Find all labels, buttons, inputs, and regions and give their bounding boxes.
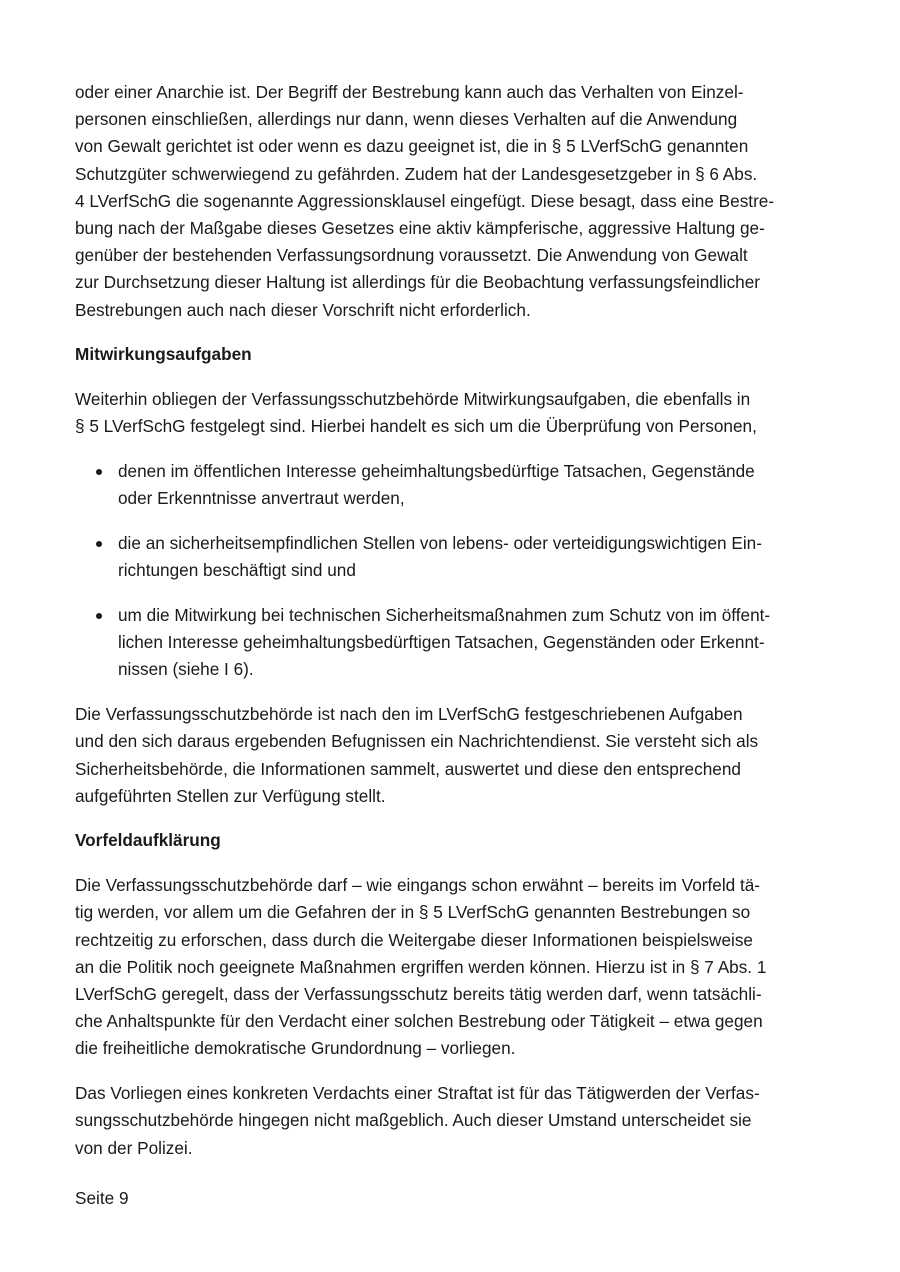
section-heading-mitwirkungsaufgaben: Mitwirkungsaufgaben (75, 344, 252, 365)
text-line: 4 LVerfSchG die sogenannte Aggressionsklausel eingefügt. Diese besagt, dass eine Bestre- (75, 190, 775, 211)
text-line: zur Durchsetzung dieser Haltung ist allerdings für die Beobachtung verfassungsfeindlicher (75, 272, 761, 293)
text-line: Schutzgüter schwerwiegend zu gefährden. Zudem hat der Landesgesetzgeber in § 6 Abs. (75, 163, 758, 184)
text-line: an die Politik noch geeignete Maßnahmen ergriffen werden können. Hierzu ist in § 7 Abs. 1 (75, 956, 767, 977)
text-line: § 5 LVerfSchG festgelegt sind. Hierbei handelt es sich um die Überprüfung von Personen, (75, 416, 757, 437)
text-line: denen im öffentlichen Interesse geheimhaltungsbedürftige Tatsachen, Gegenstände (118, 461, 755, 482)
text-line: che Anhaltspunkte für den Verdacht einer solchen Bestrebung oder Tätigkeit – etwa gegen (75, 1011, 763, 1032)
text-line: lichen Interesse geheimhaltungsbedürftigen Tatsachen, Gegenständen oder Erkennt- (118, 632, 765, 653)
text-line: LVerfSchG geregelt, dass der Verfassungsschutz bereits tätig werden darf, wenn tatsächli- (75, 984, 762, 1004)
text-line: von der Polizei. (75, 1137, 193, 1158)
text-line: aufgeführten Stellen zur Verfügung stellt. (75, 785, 386, 806)
text-line: genüber der bestehenden Verfassungsordnung voraussetzt. Die Anwendung von Gewalt (75, 245, 748, 266)
text-line: rechtzeitig zu erforschen, dass durch die Weitergabe dieser Informationen beispielsweise (75, 929, 753, 950)
bullet-icon (96, 541, 102, 547)
text-line: tig werden, vor allem um die Gefahren der in § 5 LVerfSchG genannten Bestrebungen so (75, 902, 751, 923)
text-line: Sicherheitsbehörde, die Informationen sammelt, auswertet und diese den entsprechend (75, 758, 741, 779)
page-number: Seite 9 (75, 1188, 129, 1208)
document-page (75, 79, 835, 1179)
text-line: die freiheitliche demokratische Grundordnung – vorliegen. (75, 1038, 516, 1059)
text-line: um die Mitwirkung bei technischen Sicherheitsmaßnahmen zum Schutz von im öffent- (118, 604, 771, 625)
text-line: oder einer Anarchie ist. Der Begriff der Bestrebung kann auch das Verhalten von Einzel- (75, 82, 744, 102)
list-item (75, 458, 835, 512)
paragraph-straftat (75, 1080, 835, 1162)
bullet-icon (96, 469, 102, 475)
text-line: Die Verfassungsschutzbehörde ist nach den im LVerfSchG festgeschriebenen Aufgaben (75, 704, 743, 725)
text-line: sungsschutzbehörde hingegen nicht maßgeblich. Auch dieser Umstand unterscheidet sie (75, 1110, 752, 1131)
text-line: Die Verfassungsschutzbehörde darf – wie eingangs schon erwähnt – bereits im Vorfeld tä- (75, 875, 761, 896)
text-line: die an sicherheitsempfindlichen Stellen von lebens- oder verteidigungswichtigen Ein- (118, 533, 762, 553)
list-item (75, 602, 835, 684)
text-line: bung nach der Maßgabe dieses Gesetzes eine aktiv kämpferische, aggressive Haltung ge- (75, 217, 765, 238)
list-item (75, 530, 835, 584)
text-line: personen einschließen, allerdings nur dann, wenn dieses Verhalten auf die Anwendung (75, 109, 738, 130)
text-line: Das Vorliegen eines konkreten Verdachts einer Straftat ist für das Tätigwerden der Verfas- (75, 1083, 760, 1104)
section-heading-vorfeldaufklaerung: Vorfeldaufklärung (75, 830, 221, 851)
text-line: Bestrebungen auch nach dieser Vorschrift nicht erforderlich. (75, 299, 531, 320)
text-line: oder Erkenntnisse anvertraut werden, (118, 488, 405, 509)
text-line: richtungen beschäftigt sind und (118, 560, 356, 581)
paragraph-mitwirkung-intro (75, 386, 835, 440)
paragraph-vorfeld (75, 872, 835, 1062)
bullet-icon (96, 613, 102, 619)
paragraph-nachrichtendienst (75, 701, 835, 810)
text-line: nissen (siehe I 6). (118, 659, 254, 680)
bullet-list (75, 458, 835, 684)
text-line: von Gewalt gerichtet ist oder wenn es dazu geeignet ist, die in § 5 LVerfSchG genannten (75, 136, 749, 157)
paragraph-anarchie (75, 79, 835, 324)
text-line: Weiterhin obliegen der Verfassungsschutzbehörde Mitwirkungsaufgaben, die ebenfalls in (75, 389, 751, 410)
text-line: und den sich daraus ergebenden Befugnissen ein Nachrichtendienst. Sie versteht sich als (75, 731, 759, 752)
